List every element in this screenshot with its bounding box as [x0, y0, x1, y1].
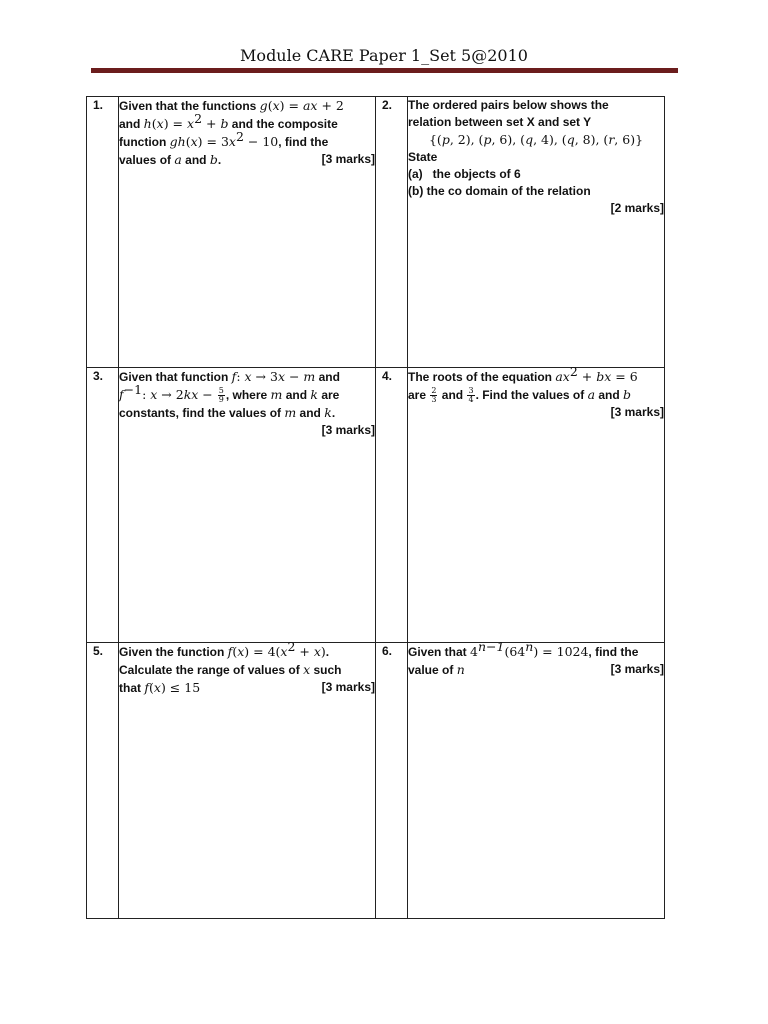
marks-label: [3 marks] — [321, 152, 375, 166]
question-number: 1. — [93, 98, 104, 112]
marks-label: [3 marks] — [321, 423, 375, 438]
q2-line-3: {(p, 2), (p, 6), (q, 4), (q, 8), (r, 6)} — [428, 132, 644, 147]
header-rule — [91, 68, 678, 73]
question-number-cell — [87, 643, 119, 919]
question-5-cell — [119, 639, 376, 919]
question-number: 3. — [93, 369, 104, 383]
q2-line-5: (a) the objects of 6 — [408, 167, 521, 181]
marks-label: [3 marks] — [610, 662, 664, 676]
q1-line-2: and $h(x) = x^2 + b$ and the composite — [119, 111, 338, 131]
question-number: 5. — [93, 644, 104, 658]
q3-line-3: constants, find the values of m and k. — [119, 405, 336, 421]
q6-line-2: value of n [3 marks] — [408, 662, 664, 677]
question-5-text — [119, 639, 375, 697]
page-header-title: Module CARE Paper 1_Set 5@2010 — [240, 46, 528, 65]
q3-line-2: $f^{-1}$: x → 2kx − $\frac{5}{9}$ , where m and k are — [119, 382, 340, 405]
q2-line-1: The ordered pairs below shows the — [408, 98, 609, 112]
question-row — [87, 368, 665, 643]
question-1-text — [119, 97, 375, 169]
question-number-cell — [376, 97, 408, 368]
q2-line-6: (b) the co domain of the relation — [408, 184, 591, 198]
question-number-cell — [87, 97, 119, 368]
q3-line-1: Given that function f: x → 3x − m and — [119, 369, 340, 384]
question-4-cell — [408, 364, 665, 643]
marks-label: [3 marks] — [321, 680, 375, 694]
q5-line-3: that f(x) ≤ 15 [3 marks] — [119, 680, 375, 695]
question-row — [87, 97, 665, 368]
question-6-text — [408, 639, 664, 679]
question-number-cell — [376, 368, 408, 643]
question-number: 2. — [382, 98, 393, 112]
question-number: 4. — [382, 369, 393, 383]
q5-line-1: Given the function $f(x) = 4(x^2 + x)$. — [119, 639, 330, 659]
q1-line-3: function $gh(x) = 3x^2 - 10$, find the — [119, 129, 329, 149]
q1-line-4: values of a and b. [3 marks] — [119, 152, 375, 167]
question-number-cell — [87, 368, 119, 643]
question-6-cell — [408, 639, 665, 919]
question-2-text — [408, 97, 664, 217]
question-number-cell — [376, 643, 408, 919]
fraction-5-9: $\frac{5}{9}$ — [218, 386, 224, 405]
question-3-cell — [119, 368, 376, 643]
fraction-2-3: $\frac{2}{3}$ — [431, 386, 437, 405]
question-3-text — [119, 368, 375, 439]
fraction-3-4: $\frac{3}{4}$ — [468, 386, 474, 405]
q2-line-4: State — [408, 150, 438, 164]
question-4-text — [408, 364, 664, 421]
question-row — [87, 643, 665, 919]
marks-label: [3 marks] — [610, 405, 664, 420]
question-number: 6. — [382, 644, 393, 658]
q6-line-1: Given that $4^{n-1}(64^n) = 1024$, find the — [408, 639, 639, 659]
q4-line-1: The roots of the equation $ax^2$ + bx = 6 — [408, 364, 638, 384]
question-grid — [86, 96, 665, 919]
q2-line-2: relation between set X and set Y — [408, 115, 592, 129]
marks-label: [2 marks] — [610, 201, 664, 215]
question-2-cell — [408, 97, 665, 368]
q5-line-2: Calculate the range of values of x such — [119, 662, 342, 677]
q1-line-1: Given that the functions g(x) = ax + 2 — [119, 98, 344, 113]
question-1-cell — [119, 97, 376, 368]
q4-line-2: are $\frac{2}{3}$ and $\frac{3}{4}$ . Find the values of a and b — [408, 386, 632, 405]
